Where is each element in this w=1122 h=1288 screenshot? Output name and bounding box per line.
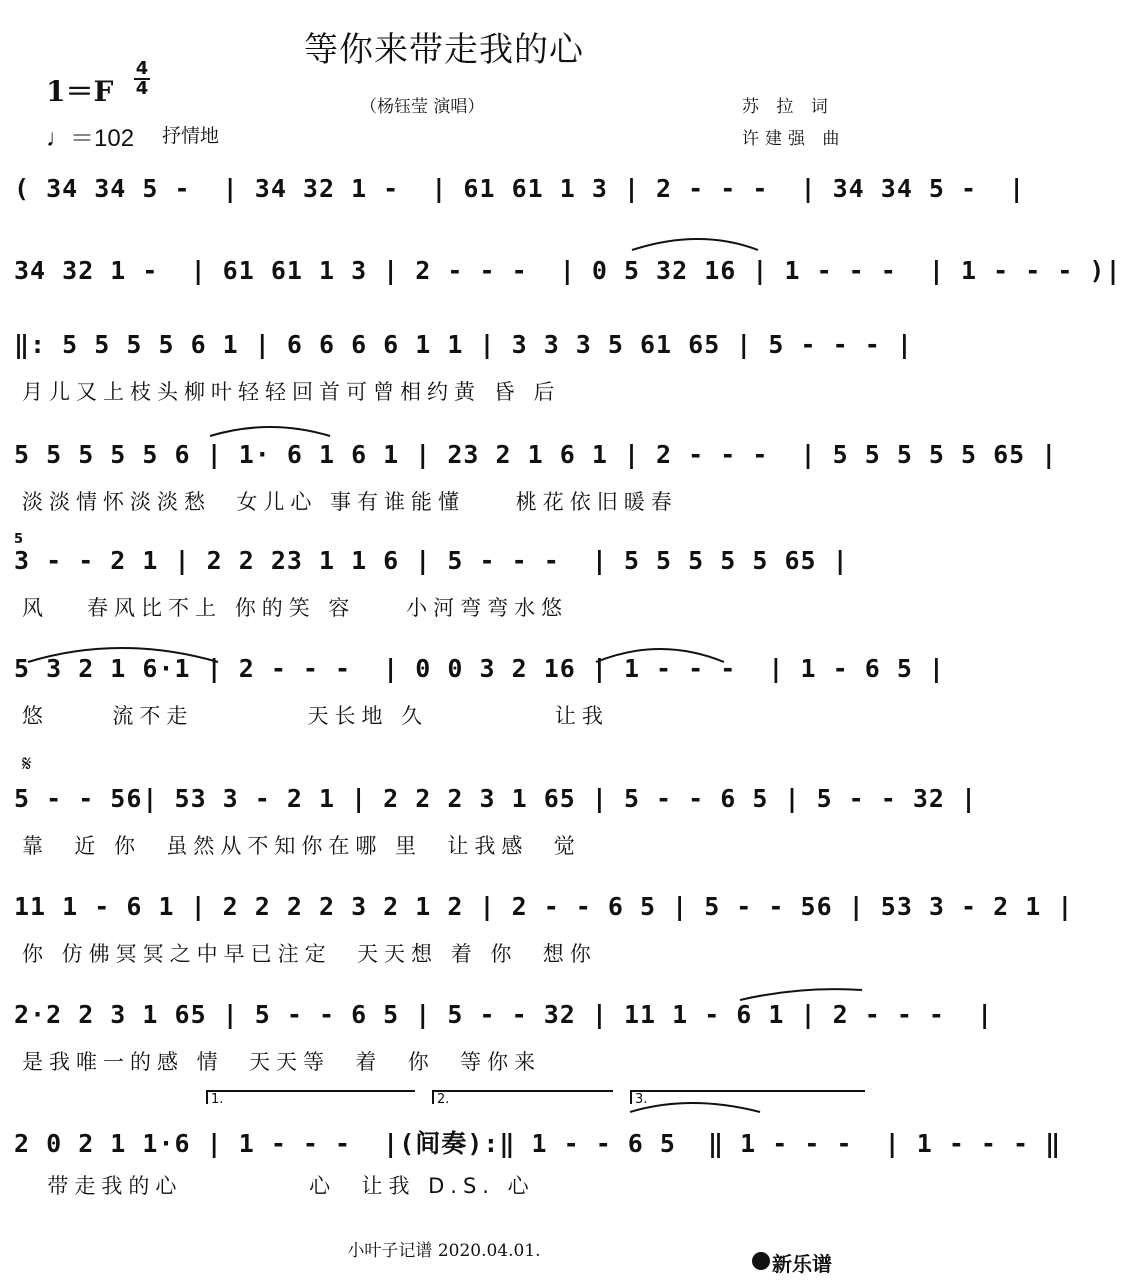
lyric-line: 月儿又上枝头柳叶轻轻回首可曾相约黄 昏 后: [22, 380, 561, 404]
tempo-marking: ♩＝102: [46, 125, 135, 152]
slur: [28, 648, 218, 662]
lyric-line: 带走我的心 心 让我 D.S. 心: [22, 1174, 535, 1198]
slur: [632, 239, 758, 250]
volta-2-label: 2.: [437, 1092, 450, 1107]
slur: [630, 1103, 760, 1112]
singer-credit: （杨钰莹 演唱）: [360, 97, 485, 117]
notation-line: 5 5 5 5 5 6 | 1· 6 1 6 1 | 23 2 1 6 1 | 2 - - - | 5 5 5 5 5 65 |: [14, 440, 1058, 469]
segno-sign: 𝄋: [22, 752, 32, 777]
volta-3-label: 3.: [635, 1092, 648, 1107]
key-signature: 1＝F: [46, 75, 114, 108]
notation-line: ‖: 5 5 5 5 6 1 | 6 6 6 6 1 1 | 3 3 3 5 61 65 | 5 - - - |: [14, 330, 913, 359]
lyric-line: 你 仿佛冥冥之中早已注定 天天想 着 你 想你: [22, 942, 597, 966]
song-title: 等你来带走我的心: [304, 30, 584, 70]
meter-top: 4: [135, 58, 149, 79]
brand-name: 新乐谱: [772, 1252, 832, 1276]
expression-marking: 抒情地: [162, 125, 220, 147]
lyric-line: 悠 流不走 天长地 久 让我: [22, 704, 609, 728]
notation-line: 5 3 2 1 6·1 | 2 - - - | 0 0 3 2 16 | 1 - - - | 1 - 6 5 |: [14, 654, 945, 683]
transcriber-footer: 小叶子记谱 2020.04.01.: [347, 1241, 541, 1261]
lyric-line: 淡淡情怀淡淡愁 女儿心 事有谁能懂 桃花依旧暖春: [22, 490, 678, 514]
notation-line: 3 - - 2 1 | 2 2 23 1 1 6 | 5 - - - | 5 5 5 5 5 65 |: [14, 546, 849, 575]
notation-line: 34 32 1 - | 61 61 1 3 | 2 - - - | 0 5 32 16 | 1 - - - | 1 - - - )|: [14, 256, 1122, 285]
notation-line: ( 34 34 5 - | 34 32 1 - | 61 61 1 3 | 2 - - - | 34 34 5 - |: [14, 174, 1026, 203]
slur: [210, 427, 330, 436]
notation-line: 2·2 2 3 1 65 | 5 - - 6 5 | 5 - - 32 | 11 1 - 6 1 | 2 - - - |: [14, 1000, 994, 1029]
lyric-line: 靠 近 你 虽然从不知你在哪 里 让我感 觉: [22, 834, 581, 858]
slur: [740, 989, 862, 1000]
notation-line: 11 1 - 6 1 | 2 2 2 2 3 2 1 2 | 2 - - 6 5 | 5 - - 56 | 53 3 - 2 1 |: [14, 892, 1074, 921]
slur: [596, 649, 724, 662]
notation-line: 5 - - 56| 53 3 - 2 1 | 2 2 2 3 1 65 | 5 - - 6 5 | 5 - - 32 |: [14, 784, 978, 813]
meter-bottom: 4: [135, 78, 149, 99]
volta-1-label: 1.: [211, 1092, 224, 1107]
lyric-line: 是我唯一的感 情 天天等 着 你 等你来: [22, 1050, 542, 1074]
lyricist-credit: 苏 拉 词: [742, 97, 834, 117]
lyric-line: 风 春风比不上 你的笑 容 小河弯弯水悠: [22, 596, 569, 620]
notation-line: 2 0 2 1 1·6 | 1 - - - |(间奏):‖ 1 - - 6 5 ‖ 1 - - - | 1 - - - ‖: [14, 1129, 1062, 1158]
grace-note: 5: [14, 532, 24, 547]
composer-credit: 许建强 曲: [742, 129, 846, 149]
